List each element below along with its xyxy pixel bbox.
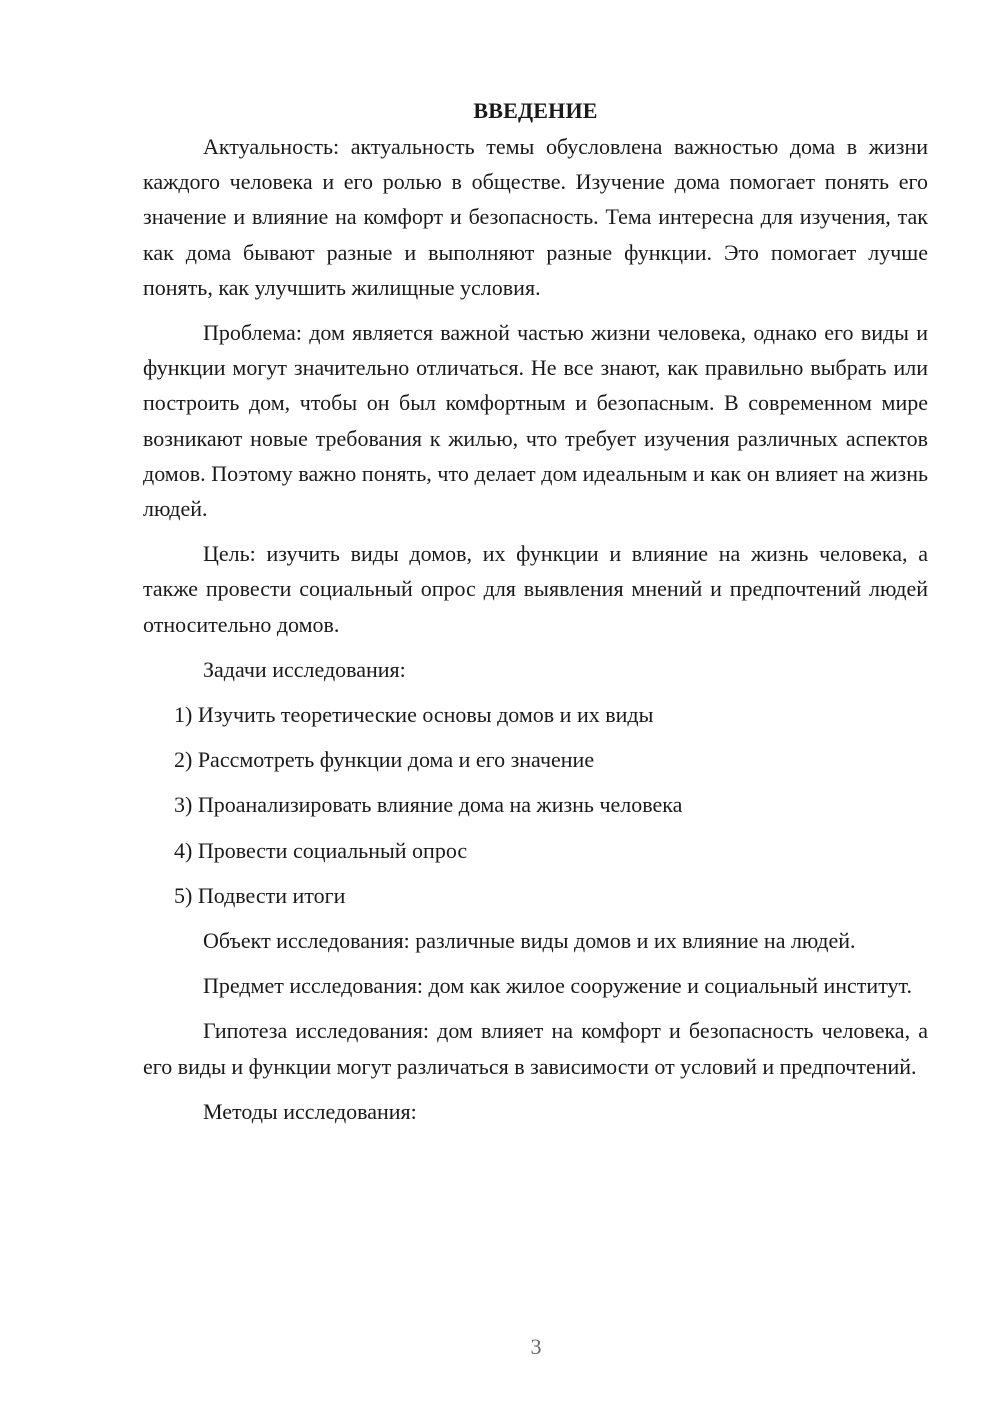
paragraph-relevance: Актуальность: актуальность темы обусловлена важностью дома в жизни каждого человека и его ролью в обществе. Изучение дома помогает понять его значение и влияние на комфорт и безопасность. Тема интересна для изучения, так как дома бывают разные и выполняют разные функции. Это помогает лучше понять, как улучшить жилищные условия. [143, 134, 928, 300]
methods-title: Методы исследования: [203, 1098, 417, 1124]
list-item: 5) Подвести итоги [174, 882, 346, 908]
tasks-list [143, 697, 928, 913]
page-content [143, 96, 928, 1139]
paragraph-subject: Предмет исследования: дом как жилое сооружение и социальный институт. [203, 973, 912, 999]
paragraph-hypothesis: Гипотеза исследования: дом влияет на комфорт и безопасность человека, а его виды и функции могут различаться в зависимости от условий и предпочтений. [143, 1018, 928, 1079]
page-number: 3 [530, 1334, 542, 1359]
paragraph-goal: Цель: изучить виды домов, их функции и влияние на жизнь человека, а также провести социальный опрос для выявления мнений и предпочтений людей относительно домов. [143, 541, 928, 637]
tasks-title: Задачи исследования: [203, 656, 406, 682]
paragraph-problem: Проблема: дом является важной частью жизни человека, однако его виды и функции могут значительно отличаться. Не все знают, как правильно выбрать или построить дом, чтобы он был комфортным и безопасным. В современном мире возникают новые требования к жилью, что требует изучения различных аспектов домов. Поэтому важно понять, что делает дом идеальным и как он влияет на жизнь людей. [143, 320, 928, 522]
section-heading: ВВЕДЕНИЕ [473, 98, 598, 123]
list-item: 1) Изучить теоретические основы домов и их виды [174, 702, 654, 728]
list-item: 2) Рассмотреть функции дома и его значение [174, 747, 595, 773]
paragraph-object: Объект исследования: различные виды домов и их влияние на людей. [203, 928, 856, 954]
list-item: 3) Проанализировать влияние дома на жизнь человека [174, 792, 683, 818]
list-item: 4) Провести социальный опрос [174, 837, 468, 863]
